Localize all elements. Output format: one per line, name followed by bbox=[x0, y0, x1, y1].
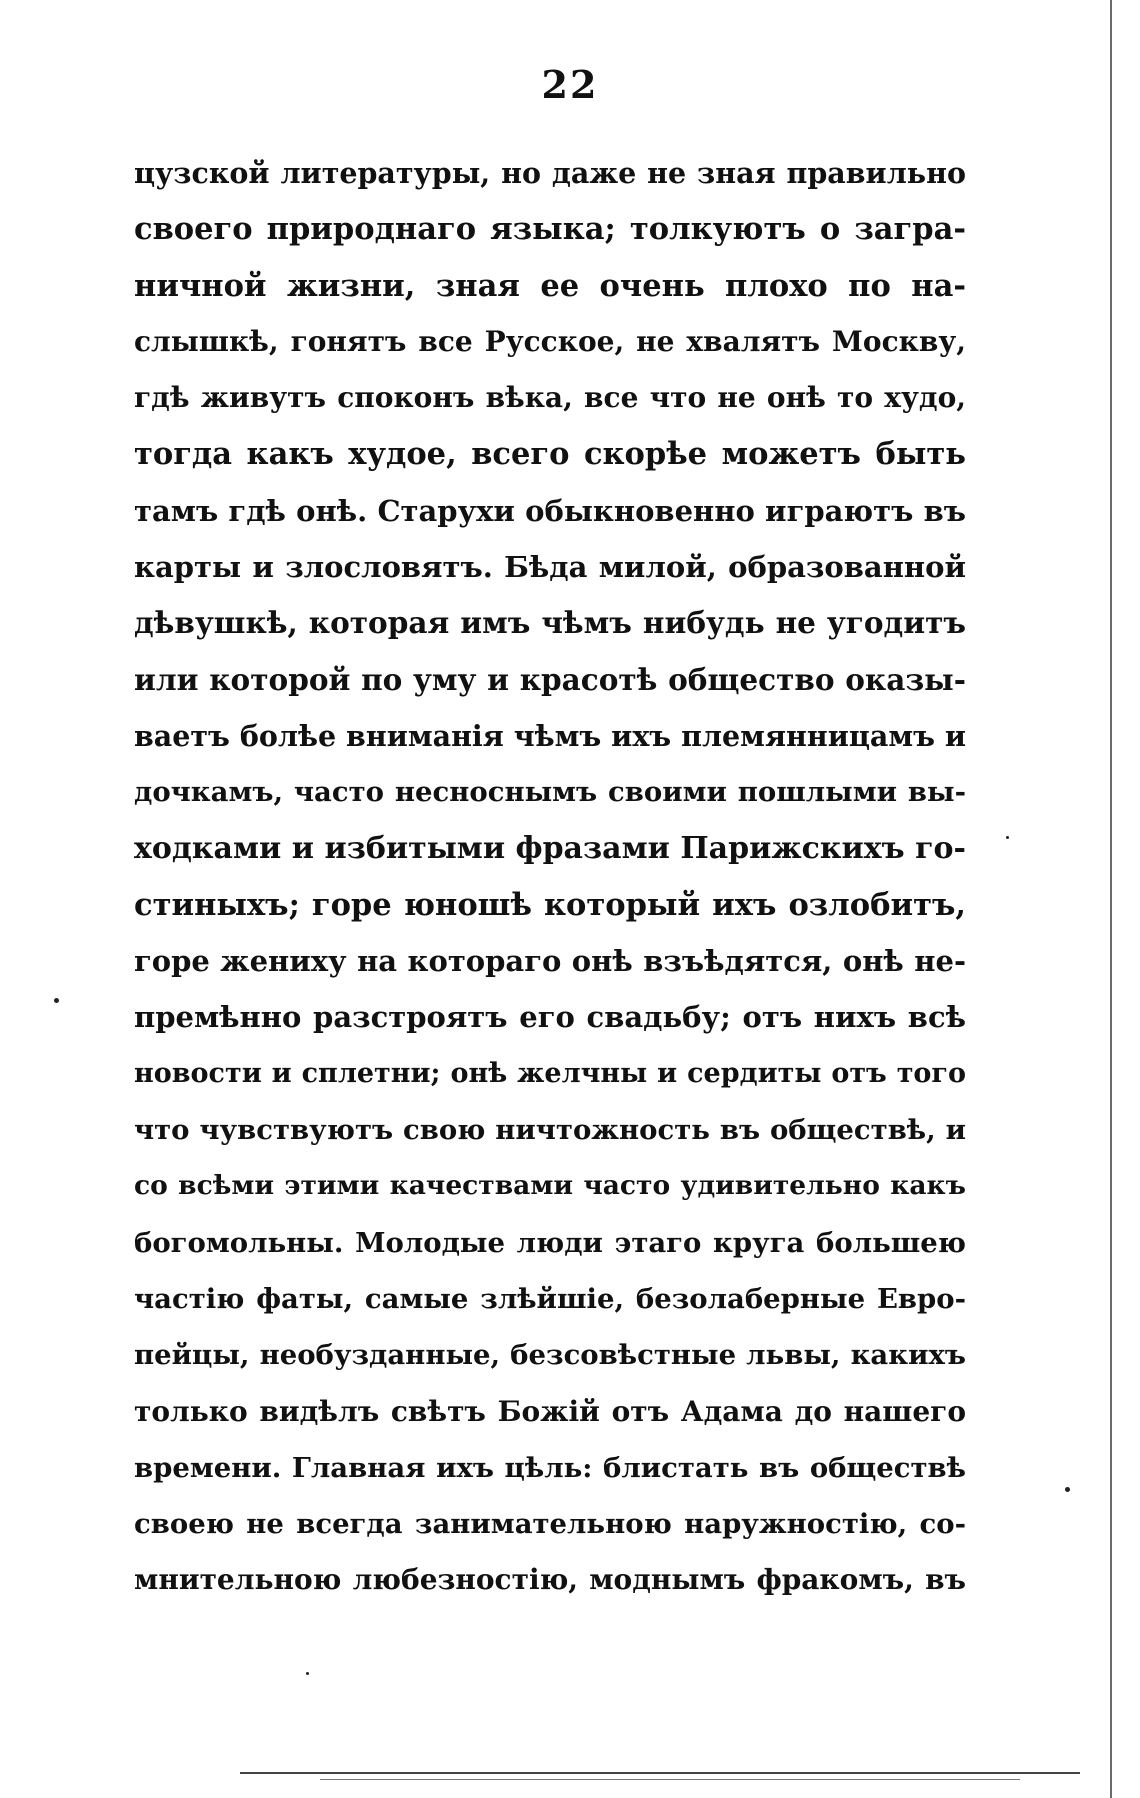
text-line: ходками и избитыми фразами Парижскихъ го- bbox=[134, 830, 966, 866]
text-line: стиныхъ; горе юношѣ который ихъ озлобитъ, bbox=[134, 886, 966, 923]
text-line: богомольны. Молодые люди этаго круга большею bbox=[134, 1226, 966, 1259]
text-line: ничной жизни, зная ее очень плохо по на- bbox=[134, 267, 966, 304]
text-line: гдѣ живутъ споконъ вѣка, все что не онѣ то худо, bbox=[134, 381, 966, 415]
text-line: своею не всегда занимательною наружностію, со- bbox=[134, 1508, 966, 1541]
text-line: карты и злословятъ. Бѣда милой, образованной bbox=[134, 550, 966, 585]
text-line: пейцы, необузданные, безсовѣстные львы, какихъ bbox=[134, 1339, 966, 1372]
scan-speck bbox=[1006, 836, 1009, 839]
text-line: мнительною любезностію, моднымъ фракомъ, въ bbox=[134, 1563, 966, 1597]
page-edge-line bbox=[1110, 0, 1112, 1798]
text-line: частію фаты, самые злѣйшіе, безолаберные Евро- bbox=[134, 1282, 966, 1315]
scan-speck bbox=[306, 1672, 309, 1675]
text-line: тогда какъ худое, всего скорѣе можетъ быть bbox=[134, 436, 966, 473]
body-text bbox=[134, 145, 966, 1609]
text-line: слышкѣ, гонятъ все Русское, не хвалятъ Москву, bbox=[134, 324, 966, 358]
text-line: со всѣми этими качествами часто удивительно какъ bbox=[134, 1170, 966, 1202]
text-line: новости и сплетни; онѣ желчны и сердиты отъ того bbox=[134, 1057, 966, 1089]
text-line: премѣнно разстроятъ его свадьбу; отъ нихъ всѣ bbox=[134, 1000, 966, 1035]
page-number: 22 bbox=[541, 62, 599, 107]
text-line: дочкамъ, часто несноснымъ своими пошлыми вы- bbox=[134, 776, 966, 809]
text-line: цузской литературы, но даже не зная правильно bbox=[134, 156, 966, 190]
text-line: горе жениху на котораго онѣ взъѣдятся, онѣ не- bbox=[134, 944, 966, 979]
text-line: или которой по уму и красотѣ общество оказы- bbox=[134, 661, 966, 697]
text-line: дѣвушкѣ, которая имъ чѣмъ нибудь не угодитъ bbox=[134, 605, 966, 641]
scan-speck bbox=[1065, 1487, 1070, 1492]
bottom-scan-line bbox=[240, 1772, 1080, 1774]
bottom-scan-line bbox=[320, 1779, 1020, 1780]
text-line: своего природнаго языка; толкуютъ о загра- bbox=[134, 211, 966, 248]
text-line: тамъ гдѣ онѣ. Старухи обыкновенно играютъ въ bbox=[134, 493, 966, 528]
text-line: времени. Главная ихъ цѣль: блистать въ обществѣ bbox=[134, 1451, 966, 1484]
text-line: ваетъ болѣе вниманія чѣмъ ихъ племянницамъ и bbox=[134, 718, 967, 753]
scan-speck bbox=[54, 998, 59, 1003]
text-line: что чувствуютъ свою ничтожность въ обществѣ, и bbox=[134, 1114, 966, 1147]
text-line: только видѣлъ свѣтъ Божій отъ Адама до нашего bbox=[134, 1394, 966, 1428]
